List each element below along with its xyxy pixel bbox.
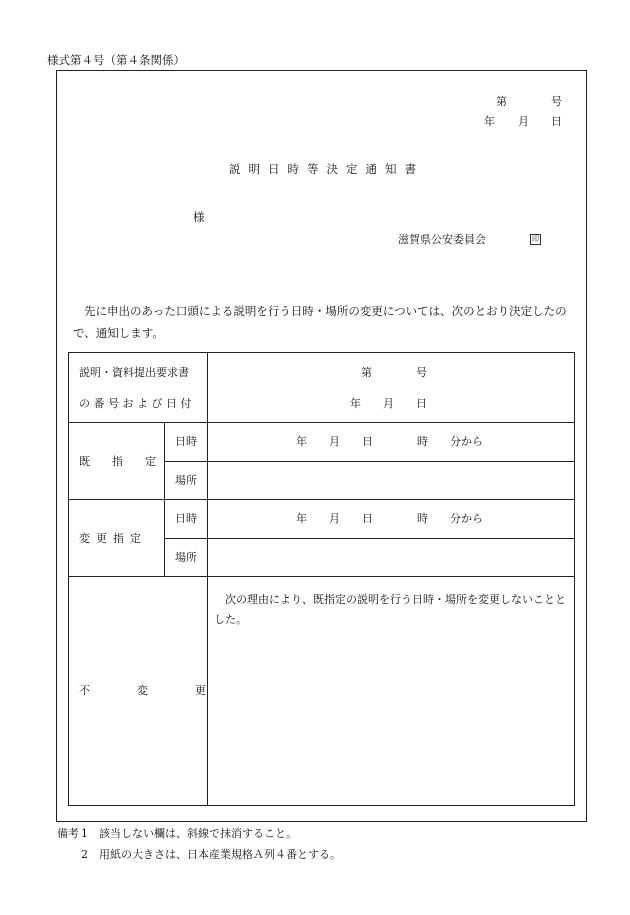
issuer-name: 滋賀県公安委員会 [398, 233, 486, 246]
existing-day: 日 [362, 435, 373, 448]
table-col-divider [207, 352, 208, 806]
changed-datetime-label: 日時 [175, 512, 197, 525]
request-number-prefix: 第 [361, 366, 372, 379]
document-title: 説明日時等決定通知書 [229, 162, 424, 176]
number-prefix: 第 [496, 95, 507, 108]
notes-label: 備考 [57, 827, 79, 840]
table-col-divider [164, 422, 165, 576]
note1-number: 1 [81, 827, 88, 840]
changed-from: 分から [450, 512, 483, 525]
request-year: 年 [350, 397, 361, 410]
addressee-suffix: 様 [193, 210, 205, 224]
form-label: 様式第４号（第４条関係） [47, 53, 185, 67]
table-row-divider [68, 499, 575, 500]
table-row-divider [68, 576, 575, 577]
changed-day: 日 [362, 512, 373, 525]
number-suffix: 号 [551, 95, 562, 108]
changed-label: 変更指定 [79, 532, 147, 545]
no-change-label: 不変更 [79, 684, 253, 697]
date-day: 日 [551, 115, 562, 128]
body-text: 先に申出のあった口頭による説明を行う日時・場所の変更については、次のとおり決定したので、通知します。 [73, 304, 567, 340]
date-year: 年 [484, 115, 495, 128]
request-day: 日 [416, 397, 427, 410]
request-label-line2: の番号および日付 [79, 397, 195, 410]
request-number-suffix: 号 [416, 366, 427, 379]
note2-number: 2 [81, 848, 88, 861]
changed-hour: 時 [417, 512, 428, 525]
changed-year: 年 [296, 512, 307, 525]
request-label-line1: 説明・資料提出要求書 [79, 366, 189, 379]
existing-hour: 時 [417, 435, 428, 448]
table-row-divider [68, 422, 575, 423]
note1-text: 該当しない欄は、斜線で抹消すること。 [99, 827, 297, 840]
table-row-divider [164, 461, 575, 462]
existing-datetime-label: 日時 [175, 435, 197, 448]
changed-month: 月 [329, 512, 340, 525]
details-table [68, 352, 575, 806]
date-month: 月 [518, 115, 529, 128]
existing-month: 月 [329, 435, 340, 448]
note2-text: 用紙の大きさは、日本産業規格Ａ列４番とする。 [99, 848, 341, 861]
existing-label: 既指定 [79, 455, 178, 468]
existing-year: 年 [296, 435, 307, 448]
table-row-divider [164, 538, 575, 539]
seal-mark: 印 [532, 235, 539, 243]
existing-place-label: 場所 [175, 474, 197, 487]
existing-from: 分から [450, 435, 483, 448]
changed-place-label: 場所 [175, 551, 197, 564]
request-month: 月 [383, 397, 394, 410]
no-change-reason: 次の理由により、既指定の説明を行う日時・場所を変更しないこととした。 [214, 593, 566, 626]
